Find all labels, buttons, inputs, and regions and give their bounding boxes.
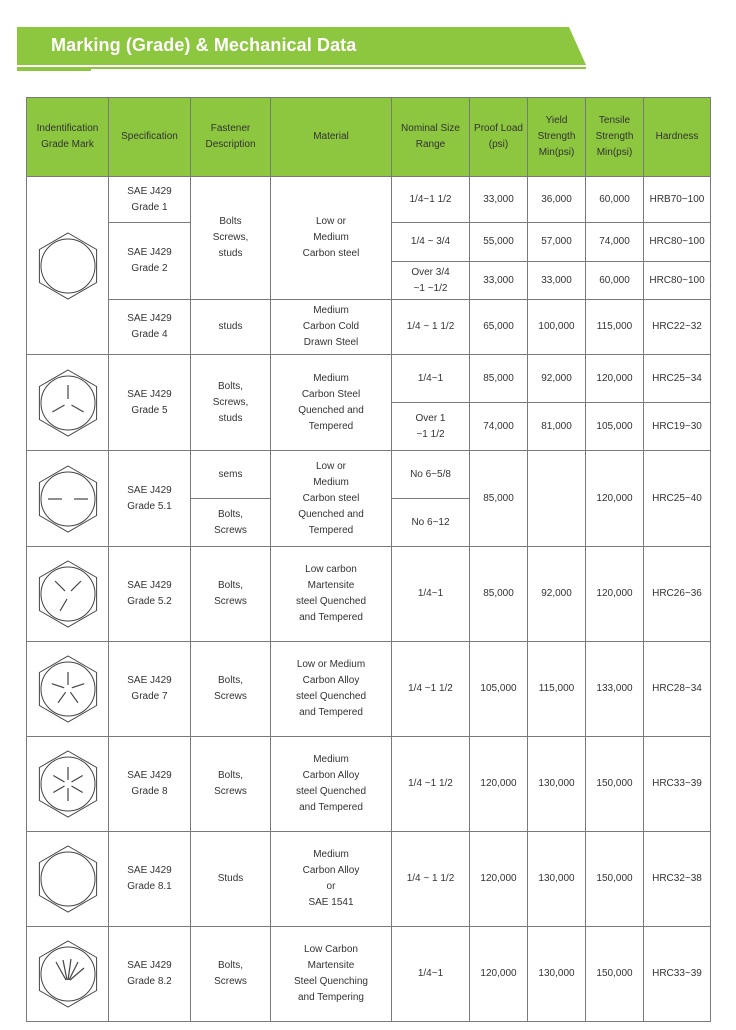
desc-cell: Studs — [191, 832, 271, 927]
table-row — [27, 451, 711, 499]
yield-cell: 33,000 — [528, 262, 586, 300]
tensile-cell: 120,000 — [586, 547, 644, 642]
size-cell: Over 1 ~1 1/2 — [392, 403, 470, 451]
hex-three-radial-lines-icon — [33, 368, 103, 438]
grade-mark-cell — [27, 355, 109, 451]
hex-three-slant-lines-icon — [33, 559, 103, 629]
material-cell: Medium Carbon Alloy steel Quenched and Tempered — [271, 737, 392, 832]
tensile-cell: 120,000 — [586, 451, 644, 547]
spec-cell: SAE J429 Grade 5.1 — [109, 451, 191, 547]
proof-cell: 33,000 — [470, 262, 528, 300]
grade-mark-cell — [27, 737, 109, 832]
mechanical-data-table — [26, 97, 711, 1022]
tensile-cell: 120,000 — [586, 355, 644, 403]
size-cell: 1/4~1 — [392, 927, 470, 1022]
spec-cell: SAE J429 Grade 5 — [109, 355, 191, 451]
tensile-cell: 74,000 — [586, 223, 644, 262]
size-cell: No 6~12 — [392, 499, 470, 547]
tensile-cell: 60,000 — [586, 262, 644, 300]
spec-cell: SAE J429 Grade 8.2 — [109, 927, 191, 1022]
tensile-cell: 150,000 — [586, 832, 644, 927]
desc-cell: Bolts, Screws — [191, 499, 271, 547]
table-row — [27, 177, 711, 223]
proof-cell: 85,000 — [470, 355, 528, 403]
grade-mark-cell — [27, 451, 109, 547]
yield-cell: 92,000 — [528, 547, 586, 642]
hex-plain-icon — [33, 844, 103, 914]
hardness-cell: HRC32~38 — [644, 832, 711, 927]
table-row — [27, 737, 711, 832]
hardness-cell: HRC25~40 — [644, 451, 711, 547]
hex-two-horizontal-lines-icon — [33, 464, 103, 534]
banner-underline — [17, 67, 586, 69]
header-fastener-description: Fastener Description — [191, 98, 271, 177]
tensile-cell: 105,000 — [586, 403, 644, 451]
tensile-cell: 60,000 — [586, 177, 644, 223]
yield-cell: 115,000 — [528, 642, 586, 737]
size-cell: 1/4 ~ 3/4 — [392, 223, 470, 262]
table-row — [27, 547, 711, 642]
material-cell: Low carbon Martensite steel Quenched and Tempered — [271, 547, 392, 642]
material-cell: Low or Medium Carbon Alloy steel Quenched and Tempered — [271, 642, 392, 737]
desc-cell: Bolts, Screws — [191, 737, 271, 832]
hardness-cell: HRC80~100 — [644, 223, 711, 262]
desc-cell: Bolts Screws, studs — [191, 177, 271, 300]
hardness-cell: HRC28~34 — [644, 642, 711, 737]
yield-cell: 130,000 — [528, 832, 586, 927]
desc-cell: Bolts, Screws — [191, 547, 271, 642]
hardness-cell: HRC25~34 — [644, 355, 711, 403]
material-cell: Low or Medium Carbon steel — [271, 177, 392, 300]
table-header-row — [27, 98, 711, 177]
proof-cell: 120,000 — [470, 737, 528, 832]
proof-cell: 65,000 — [470, 300, 528, 355]
table-row — [27, 642, 711, 737]
desc-cell: Bolts, Screws, studs — [191, 355, 271, 451]
yield-cell: 36,000 — [528, 177, 586, 223]
material-cell: Medium Carbon Steel Quenched and Tempered — [271, 355, 392, 451]
spec-cell: SAE J429 Grade 2 — [109, 223, 191, 300]
spec-cell: SAE J429 Grade 7 — [109, 642, 191, 737]
size-cell: 1/4 ~ 1 1/2 — [392, 832, 470, 927]
proof-cell: 120,000 — [470, 832, 528, 927]
grade-mark-cell — [27, 832, 109, 927]
table-row — [27, 355, 711, 403]
material-cell: Low or Medium Carbon steel Quenched and Tempered — [271, 451, 392, 547]
proof-cell: 120,000 — [470, 927, 528, 1022]
header-proof-load: Proof Load (psi) — [470, 98, 528, 177]
material-cell: Low Carbon Martensite Steel Quenching and Tempering — [271, 927, 392, 1022]
spec-cell: SAE J429 Grade 1 — [109, 177, 191, 223]
yield-cell: 130,000 — [528, 927, 586, 1022]
grade-mark-cell — [27, 547, 109, 642]
hardness-cell: HRC33~39 — [644, 737, 711, 832]
header-grade-mark: Indentification Grade Mark — [27, 98, 109, 177]
desc-cell: Bolts, Screws — [191, 642, 271, 737]
table-row — [27, 300, 711, 355]
desc-cell: studs — [191, 300, 271, 355]
proof-cell: 74,000 — [470, 403, 528, 451]
table-row — [27, 927, 711, 1022]
hardness-cell: HRC33~39 — [644, 927, 711, 1022]
header-hardness: Hardness — [644, 98, 711, 177]
proof-cell: 85,000 — [470, 451, 528, 547]
hex-fan-lines-icon — [33, 939, 103, 1009]
size-cell: 1/4~1 1/2 — [392, 177, 470, 223]
hardness-cell: HRC26~36 — [644, 547, 711, 642]
header-specification: Specification — [109, 98, 191, 177]
hardness-cell: HRC22~32 — [644, 300, 711, 355]
spec-cell: SAE J429 Grade 8 — [109, 737, 191, 832]
hex-five-radial-lines-icon — [33, 654, 103, 724]
header-size-range: Nominal Size Range — [392, 98, 470, 177]
proof-cell: 33,000 — [470, 177, 528, 223]
size-cell: 1/4 ~1 1/2 — [392, 737, 470, 832]
size-cell: 1/4 ~1 1/2 — [392, 642, 470, 737]
hardness-cell: HRC19~30 — [644, 403, 711, 451]
header-material: Material — [271, 98, 392, 177]
yield-cell: 57,000 — [528, 223, 586, 262]
tensile-cell: 115,000 — [586, 300, 644, 355]
tensile-cell: 133,000 — [586, 642, 644, 737]
yield-cell: 92,000 — [528, 355, 586, 403]
proof-cell: 55,000 — [470, 223, 528, 262]
page-title: Marking (Grade) & Mechanical Data — [51, 35, 357, 55]
table-row — [27, 832, 711, 927]
yield-cell — [528, 451, 586, 547]
hardness-cell: HRC80~100 — [644, 262, 711, 300]
spec-cell: SAE J429 Grade 4 — [109, 300, 191, 355]
material-cell: Medium Carbon Alloy or SAE 1541 — [271, 832, 392, 927]
grade-mark-cell — [27, 642, 109, 737]
header-tensile-strength: Tensile Strength Min(psi) — [586, 98, 644, 177]
grade-mark-cell — [27, 927, 109, 1022]
tensile-cell: 150,000 — [586, 927, 644, 1022]
proof-cell: 105,000 — [470, 642, 528, 737]
hex-plain-icon — [33, 231, 103, 301]
hex-six-radial-lines-icon — [33, 749, 103, 819]
size-cell: 1/4~1 — [392, 547, 470, 642]
desc-cell: Bolts, Screws — [191, 927, 271, 1022]
material-cell: Medium Carbon Cold Drawn Steel — [271, 300, 392, 355]
header-yield-strength: Yield Strength Min(psi) — [528, 98, 586, 177]
hardness-cell: HRB70~100 — [644, 177, 711, 223]
tensile-cell: 150,000 — [586, 737, 644, 832]
size-cell: No 6~5/8 — [392, 451, 470, 499]
banner-underline-accent — [17, 67, 91, 71]
size-cell: 1/4 ~ 1 1/2 — [392, 300, 470, 355]
spec-cell: SAE J429 Grade 8.1 — [109, 832, 191, 927]
size-cell: 1/4~1 — [392, 355, 470, 403]
section-banner — [17, 27, 586, 65]
desc-cell: sems — [191, 451, 271, 499]
yield-cell: 130,000 — [528, 737, 586, 832]
proof-cell: 85,000 — [470, 547, 528, 642]
spec-cell: SAE J429 Grade 5.2 — [109, 547, 191, 642]
grade-mark-cell — [27, 177, 109, 355]
yield-cell: 81,000 — [528, 403, 586, 451]
size-cell: Over 3/4 ~1 ~1/2 — [392, 262, 470, 300]
yield-cell: 100,000 — [528, 300, 586, 355]
